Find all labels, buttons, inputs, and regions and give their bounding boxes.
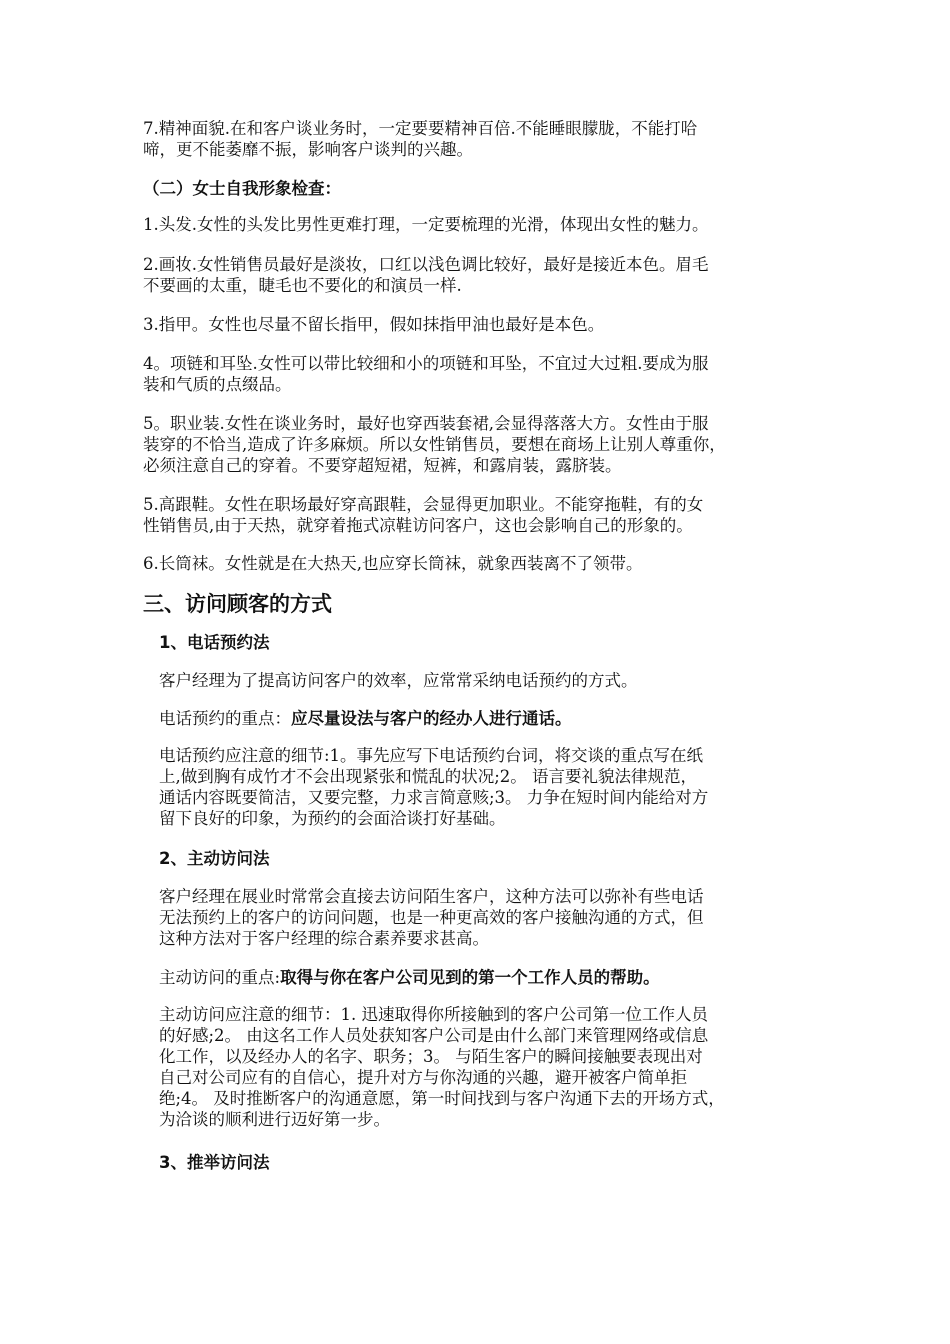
paragraph-active-intro — [159, 886, 704, 949]
paragraph-hair — [143, 214, 709, 235]
text-line: 自己对公司应有的自信心，提升对方与你沟通的兴趣，避开被客户简单拒 — [159, 1068, 687, 1087]
text-line: 为洽谈的顺利进行迈好第一步。 — [159, 1110, 390, 1129]
text-line: 装穿的不恰当,造成了许多麻烦。所以女性销售员，要想在商场上让别人尊重你， — [143, 435, 726, 454]
paragraph-nails — [143, 314, 604, 335]
paragraph-phone-intro — [159, 670, 638, 691]
section-title-visit-methods: 三、访问顾客的方式 — [143, 592, 332, 616]
paragraph-high-heels — [143, 494, 703, 536]
text-line: 2.画妆.女性销售员最好是淡妆，口红以浅色调比较好，最好是接近本色。眉毛 — [143, 255, 709, 274]
text-line: 上,做到胸有成竹才不会出现紧张和慌乱的状况;2。 语言要礼貌法律规范， — [159, 767, 698, 786]
text-line: 3.指甲。女性也尽量不留长指甲，假如抹指甲油也最好是本色。 — [143, 315, 605, 334]
text-line: 客户经理在展业时常常会直接去访问陌生客户，这种方法可以弥补有些电话 — [159, 887, 704, 906]
paragraph-active-key — [159, 967, 660, 988]
text-line: 通话内容既要简洁，又要完整，力求言简意赅;3。 力争在短时间内能给对方 — [159, 788, 709, 807]
key-point: 应尽量设法与客户的经办人进行通话。 — [291, 709, 572, 728]
paragraph-makeup — [143, 254, 709, 296]
text-line: 客户经理为了提高访问客户的效率，应常常采纳电话预约的方式。 — [159, 671, 638, 690]
paragraph-mental-state — [143, 118, 697, 160]
subsection-title-recommend: 3、推举访问法 — [159, 1153, 270, 1172]
text-line: 电话预约应注意的细节:1。事先应写下电话预约台词，将交谈的重点写在纸 — [159, 746, 704, 765]
text-line: 4。项链和耳坠.女性可以带比较细和小的项链和耳坠，不宜过大过粗.要成为服 — [143, 354, 709, 373]
paragraph-phone-key — [159, 708, 572, 729]
paragraph-phone-details — [159, 745, 708, 829]
text-line: 性销售员,由于天热，就穿着拖式凉鞋访问客户，这也会影响自己的形象的。 — [143, 516, 693, 535]
women-checklist-heading: （二）女士自我形象检查： — [143, 179, 341, 198]
text-line: 无法预约上的客户的访问问题，也是一种更高效的客户接触沟通的方式，但 — [159, 908, 704, 927]
key-label: 主动访问的重点: — [159, 968, 281, 987]
paragraph-jewelry — [143, 353, 709, 395]
text-line: 1.头发.女性的头发比男性更难打理，一定要梳理的光滑，体现出女性的魅力。 — [143, 215, 709, 234]
text-line: 7.精神面貌.在和客户谈业务时，一定要要精神百倍.不能睡眼朦胧，不能打哈 — [143, 119, 698, 138]
text-line: 的好感;2。 由这名工作人员处获知客户公司是由什么部门来管理网络或信息 — [159, 1026, 709, 1045]
text-line: 装和气质的点缀品。 — [143, 375, 292, 394]
text-line: 必须注意自己的穿着。不要穿超短裙，短裤，和露肩装，露脐装。 — [143, 456, 622, 475]
paragraph-professional-attire — [143, 413, 726, 476]
text-line: 绝;4。 及时推断客户的沟通意愿，第一时间找到与客户沟通下去的开场方式， — [159, 1089, 725, 1108]
text-line: 5。职业装.女性在谈业务时，最好也穿西装套裙,会显得落落大方。女性由于服 — [143, 414, 709, 433]
subsection-title-phone: 1、电话预约法 — [159, 633, 270, 652]
text-line: 化工作，以及经办人的名字、职务；3。 与陌生客户的瞬间接触要表现出对 — [159, 1047, 703, 1066]
paragraph-stockings — [143, 553, 643, 574]
text-line: 不要画的太重，睫毛也不要化的和演员一样. — [143, 276, 462, 295]
text-line: 啼，更不能萎靡不振，影响客户谈判的兴趣。 — [143, 140, 473, 159]
text-line: 5.高跟鞋。女性在职场最好穿高跟鞋，会显得更加职业。不能穿拖鞋，有的女 — [143, 495, 704, 514]
key-point: 取得与你在客户公司见到的第一个工作人员的帮助。 — [280, 968, 660, 987]
text-line: 这种方法对于客户经理的综合素养要求甚高。 — [159, 929, 489, 948]
subsection-title-active: 2、主动访问法 — [159, 849, 270, 868]
text-line: 6.长筒袜。女性就是在大热天,也应穿长筒袜，就象西装离不了领带。 — [143, 554, 643, 573]
key-label: 电话预约的重点： — [159, 709, 291, 728]
text-line: 主动访问应注意的细节：1. 迅速取得你所接触到的客户公司第一位工作人员 — [159, 1005, 708, 1024]
paragraph-active-details — [159, 1004, 725, 1130]
text-line: 留下良好的印象，为预约的会面洽谈打好基础。 — [159, 809, 506, 828]
